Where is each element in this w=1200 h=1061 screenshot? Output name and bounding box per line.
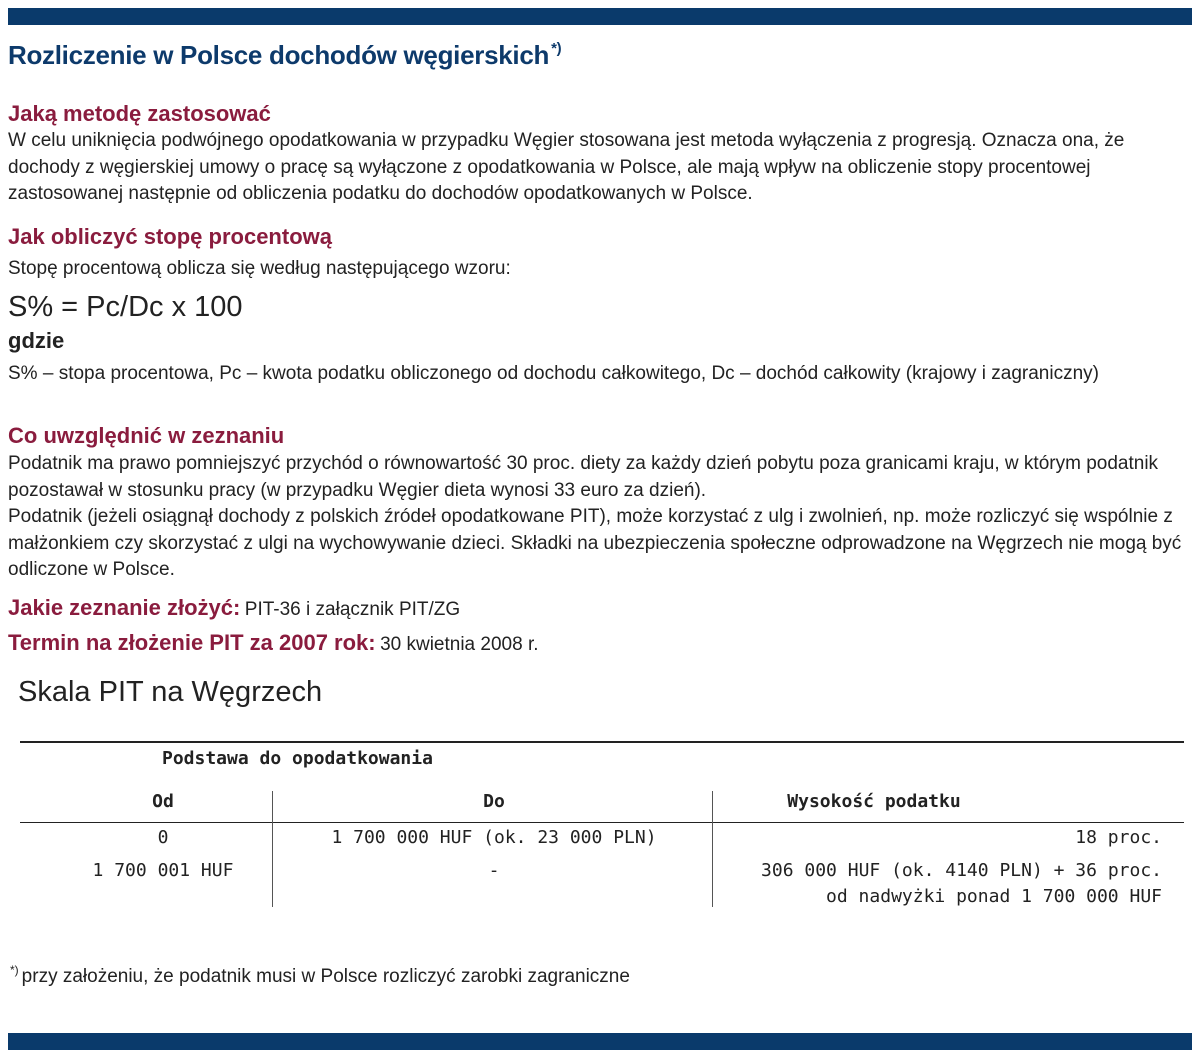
section-text-return-1: Podatnik ma prawo pomniejszyć przychód o równowartość 30 proc. diety za każdy dzień pobytu poza granicami kraju, w którym podatnik pozostawał w stosunku pracy (w przypadku Węgier dieta wynosi 33 euro za dzień). [8, 453, 1159, 501]
table-cell-to: - [488, 860, 500, 881]
section-text-return-2: Podatnik (jeżeli osiągnął dochody z polskich źródeł opodatkowane PIT), może korzystać z ulg i zwolnień, np. może rozliczyć się wspólnie z małżonkiem czy skorzystać z ulgi na wychowywanie dzieci. Składki na ubezpieczenia społeczne odprowadzone na Węgrzech nie mogą być odliczone w Polsce. [8, 506, 1182, 580]
table-cell-tax: 18 proc. [1075, 827, 1162, 848]
table-column-divider [272, 791, 273, 907]
deadline-label: Termin na złożenie PIT za 2007 rok: [8, 630, 376, 655]
formula: S% = Pc/Dc x 100 [8, 291, 243, 323]
section-heading-rate: Jak obliczyć stopę procentową [8, 224, 332, 249]
section-heading-method: Jaką metodę zastosować [8, 101, 271, 126]
top-border-bar [8, 8, 1192, 25]
table-group-header: Podstawa do opodatkowania [162, 748, 433, 769]
table-cell-from: 1 700 001 HUF [92, 860, 234, 881]
deadline-value: 30 kwietnia 2008 r. [380, 634, 539, 655]
filing-label: Jakie zeznanie złożyć: [8, 595, 241, 620]
table-cell-to: 1 700 000 HUF (ok. 23 000 PLN) [331, 827, 657, 848]
table-cell-tax: 306 000 HUF (ok. 4140 PLN) + 36 proc. [761, 860, 1162, 881]
table-top-rule [20, 741, 1184, 743]
footnote-text: przy założeniu, że podatnik musi w Polsce rozliczyć zarobki zagraniczne [21, 966, 630, 987]
section-heading-return: Co uwzględnić w zeznaniu [8, 423, 285, 448]
footnote-mark: *) [10, 963, 19, 977]
page-title: Rozliczenie w Polsce dochodów węgierskich *) [8, 40, 562, 70]
table-header-to: Do [483, 791, 505, 812]
filing-line [8, 595, 460, 621]
title-footnote-mark: *) [551, 40, 562, 57]
table-cell-tax: od nadwyżki ponad 1 700 000 HUF [826, 886, 1162, 907]
formula-where-text: S% – stopa procentowa, Pc – kwota podatku obliczonego od dochodu całkowitego, Dc – dochód całkowity (krajowy i zagraniczny) [8, 363, 1099, 384]
formula-intro: Stopę procentową oblicza się według następującego wzoru: [8, 258, 511, 279]
table-title: Skala PIT na Węgrzech [18, 676, 323, 708]
table-cell-from: 0 [157, 827, 169, 848]
formula-where-label: gdzie [8, 328, 65, 353]
table-column-divider [712, 791, 713, 907]
footnote [10, 963, 630, 988]
filing-value: PIT-36 i załącznik PIT/ZG [244, 599, 461, 620]
table-header-tax: Wysokość podatku [787, 791, 961, 812]
table-header-rule [20, 822, 1184, 823]
section-text-method: W celu uniknięcia podwójnego opodatkowania w przypadku Węgier stosowana jest metoda wyłączenia z progresją. Oznacza ona, że dochody z węgierskiej umowy o pracę są wyłączone z opodatkowania w Polsce, ale mają wpływ na obliczenie stopy procentowej zastosowanej następnie od obliczenia podatku do dochodów opodatkowanych w Polsce. [8, 130, 1125, 204]
deadline-line [8, 630, 539, 656]
table-header-from: Od [152, 791, 174, 812]
bottom-border-bar [8, 1033, 1192, 1050]
